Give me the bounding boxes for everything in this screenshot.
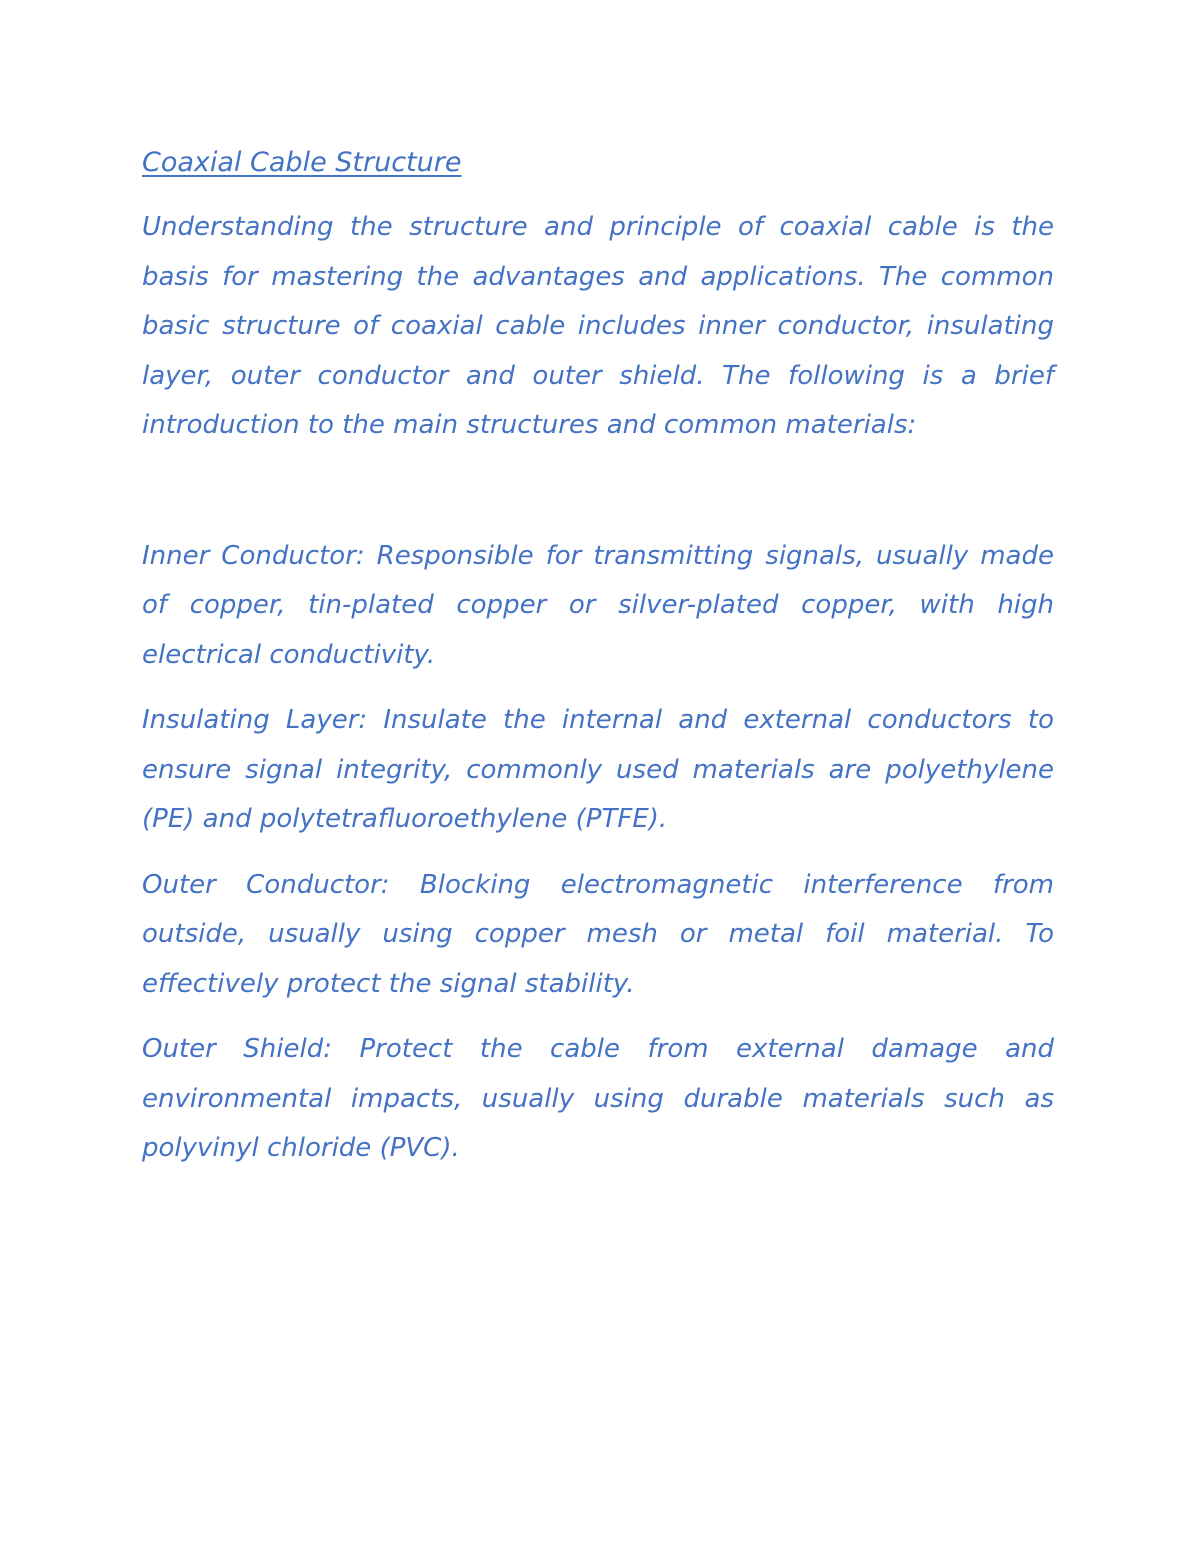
outer-conductor-paragraph: Outer Conductor: Blocking electromagnetic interference from outside, usually using copper mesh or metal foil material. To effectively protect the signal stability. <box>142 869 1054 999</box>
paragraph-spacer <box>142 467 1054 532</box>
inner-conductor-paragraph: Inner Conductor: Responsible for transmitting signals, usually made of copper, tin-plated copper or silver-plated copper, with high electrical conductivity. <box>142 540 1054 670</box>
intro-paragraph: Understanding the structure and principle of coaxial cable is the basis for mastering the advantages and applications. The common basic structure of coaxial cable includes inner conductor, insulating layer, outer conductor and outer shield. The following is a brief introduction to the main structures and common materials: <box>142 212 1054 440</box>
outer-shield-paragraph: Outer Shield: Protect the cable from external damage and environmental impacts, usually using durable materials such as polyvinyl chloride (PVC). <box>142 1034 1054 1163</box>
insulating-layer-paragraph: Insulating Layer: Insulate the internal and external conductors to ensure signal integrity, commonly used materials are polyethylene (PE) and polytetrafluoroethylene (PTFE). <box>142 705 1054 834</box>
document-body <box>142 140 1054 1190</box>
document-title: Coaxial Cable Structure <box>142 147 462 178</box>
